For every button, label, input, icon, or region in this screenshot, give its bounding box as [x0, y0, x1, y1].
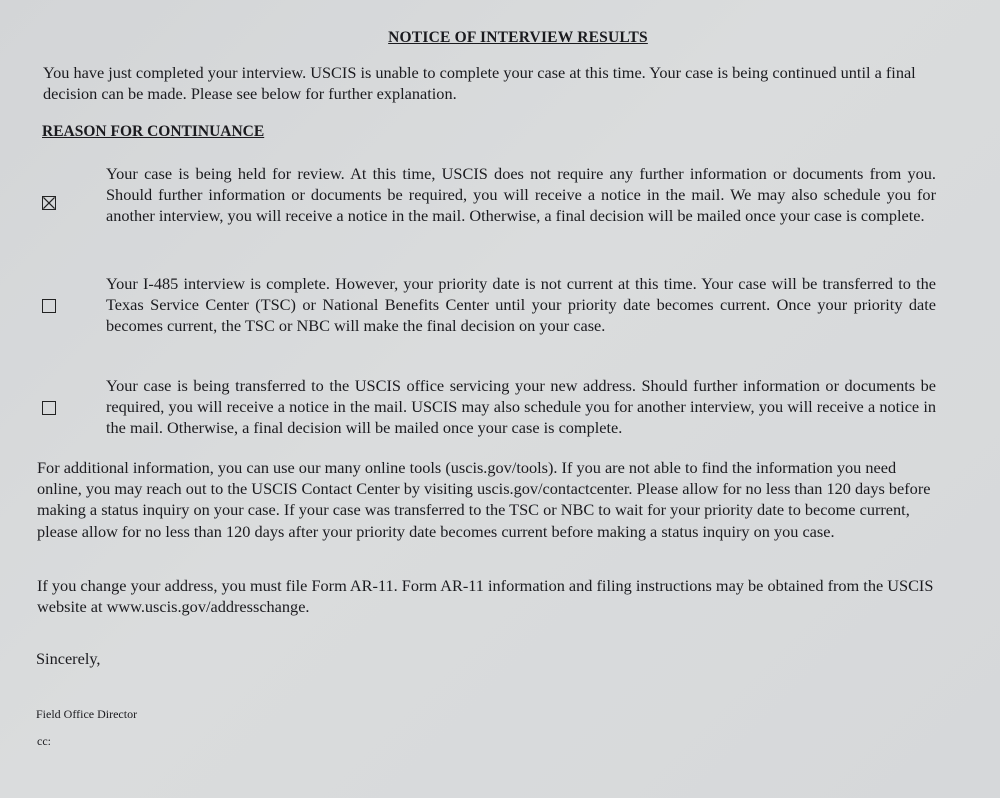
option-2-checkbox[interactable] [42, 299, 56, 313]
option-3-checkbox[interactable] [42, 401, 56, 415]
page-title: NOTICE OF INTERVIEW RESULTS [388, 29, 648, 46]
checked-x-icon [43, 197, 55, 209]
address-change-paragraph: If you change your address, you must file Form AR-11. Form AR-11 information and filing instructions may be obtained from the USCIS website at www.uscis.gov/addresschange. [37, 576, 934, 617]
additional-info-paragraph: For additional information, you can use our many online tools (uscis.gov/tools). If you are not able to find the information you need online, you may reach out to the USCIS Contact Center by visiting uscis.gov/contactcenter. Please allow for no less than 120 days before making a status inquiry on your case. If your case was transferred to the TSC or NBC to wait for your priority date to become current, please allow for no less than 120 days after your priority date becomes current before making a status inquiry on you case. [37, 458, 931, 541]
cc-label: cc: [37, 734, 51, 748]
intro-paragraph: You have just completed your interview. USCIS is unable to complete your case at this time. Your case is being continued until a final decision can be made. Please see below for further explanation. [43, 63, 916, 104]
signature-title: Field Office Director [36, 707, 138, 721]
closing-text: Sincerely, [36, 649, 101, 668]
reason-heading: REASON FOR CONTINUANCE [42, 123, 265, 140]
option-1-text: Your case is being held for review. At this time, USCIS does not require any further information or documents from you. Should further information or documents be required, you will receive a notice in the mail. We may also schedule you for another interview, you will receive a notice in the mail. Otherwise, a final decision will be mailed once your case is complete. [106, 164, 936, 226]
option-3-text: Your case is being transferred to the USCIS office servicing your new address. Should further information or documents be required, you will receive a notice in the mail. USCIS may also schedule you for another interview, you will receive a notice in the mail. Otherwise, a final decision will be mailed once your case is complete. [106, 376, 936, 438]
option-2-text: Your I-485 interview is complete. However, your priority date is not current at this time. Your case will be transferred to the Texas Service Center (TSC) or National Benefits Center until your priority date becomes current. Once your priority date becomes current, the TSC or NBC will make the final decision on your case. [106, 274, 936, 336]
option-1-checkbox[interactable] [42, 196, 56, 210]
